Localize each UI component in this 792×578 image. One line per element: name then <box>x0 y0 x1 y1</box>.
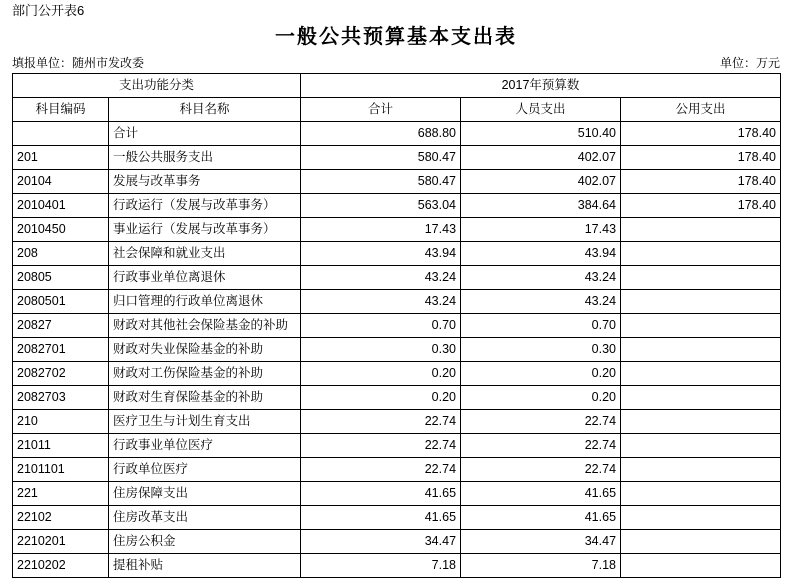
column-header-row <box>13 98 781 122</box>
cell-code: 2082703 <box>13 386 109 410</box>
table-row <box>13 362 781 386</box>
table-row <box>13 410 781 434</box>
cell-code: 2010401 <box>13 194 109 218</box>
cell-total: 22.74 <box>301 410 461 434</box>
cell-public <box>621 530 781 554</box>
cell-total: 0.20 <box>301 362 461 386</box>
table-head <box>13 74 781 122</box>
table-row <box>13 530 781 554</box>
table-row <box>13 458 781 482</box>
table-row <box>13 194 781 218</box>
cell-subject-name: 归口管理的行政单位离退休 <box>109 290 301 314</box>
page-title: 一般公共预算基本支出表 <box>275 26 517 48</box>
cell-subject-name: 行政运行（发展与改革事务） <box>109 194 301 218</box>
group-header-classification: 支出功能分类 <box>13 74 301 98</box>
cell-code: 221 <box>13 482 109 506</box>
cell-personnel: 0.30 <box>461 338 621 362</box>
cell-public <box>621 386 781 410</box>
table-row <box>13 482 781 506</box>
cell-public <box>621 554 781 578</box>
column-header-code: 科目编码 <box>13 98 109 122</box>
table-row <box>13 386 781 410</box>
cell-subject-name: 财政对其他社会保险基金的补助 <box>109 314 301 338</box>
cell-total: 563.04 <box>301 194 461 218</box>
cell-total: 0.30 <box>301 338 461 362</box>
cell-code: 20805 <box>13 266 109 290</box>
cell-personnel: 0.70 <box>461 314 621 338</box>
doc-label: 部门公开表6 <box>12 3 85 18</box>
cell-subject-name: 行政事业单位离退休 <box>109 266 301 290</box>
cell-subject-name: 合计 <box>109 122 301 146</box>
cell-public <box>621 506 781 530</box>
table-row <box>13 122 781 146</box>
cell-personnel: 510.40 <box>461 122 621 146</box>
group-header-budget-year: 2017年预算数 <box>301 74 781 98</box>
cell-personnel: 22.74 <box>461 434 621 458</box>
cell-code: 20104 <box>13 170 109 194</box>
cell-subject-name: 社会保障和就业支出 <box>109 242 301 266</box>
cell-personnel: 384.64 <box>461 194 621 218</box>
cell-code: 2210202 <box>13 554 109 578</box>
cell-public <box>621 482 781 506</box>
cell-total: 688.80 <box>301 122 461 146</box>
cell-code: 208 <box>13 242 109 266</box>
cell-subject-name: 住房保障支出 <box>109 482 301 506</box>
cell-subject-name: 住房公积金 <box>109 530 301 554</box>
cell-public <box>621 314 781 338</box>
table-row <box>13 290 781 314</box>
cell-personnel: 34.47 <box>461 530 621 554</box>
cell-total: 22.74 <box>301 434 461 458</box>
table-row <box>13 146 781 170</box>
cell-total: 43.24 <box>301 290 461 314</box>
table-row <box>13 338 781 362</box>
cell-code <box>13 122 109 146</box>
cell-code: 2082701 <box>13 338 109 362</box>
cell-total: 580.47 <box>301 170 461 194</box>
cell-total: 7.18 <box>301 554 461 578</box>
table-row <box>13 242 781 266</box>
reporting-unit: 填报单位：随州市发改委 <box>12 56 145 70</box>
cell-code: 22102 <box>13 506 109 530</box>
cell-total: 22.74 <box>301 458 461 482</box>
cell-personnel: 41.65 <box>461 482 621 506</box>
cell-personnel: 402.07 <box>461 146 621 170</box>
cell-subject-name: 行政单位医疗 <box>109 458 301 482</box>
cell-code: 2010450 <box>13 218 109 242</box>
cell-public <box>621 218 781 242</box>
column-header-public: 公用支出 <box>621 98 781 122</box>
meta-row <box>12 55 780 71</box>
table-row <box>13 218 781 242</box>
cell-subject-name: 医疗卫生与计划生育支出 <box>109 410 301 434</box>
cell-personnel: 43.94 <box>461 242 621 266</box>
cell-code: 201 <box>13 146 109 170</box>
table-row <box>13 434 781 458</box>
cell-personnel: 402.07 <box>461 170 621 194</box>
cell-public <box>621 338 781 362</box>
cell-public: 178.40 <box>621 170 781 194</box>
cell-code: 20827 <box>13 314 109 338</box>
cell-public <box>621 362 781 386</box>
cell-public: 178.40 <box>621 194 781 218</box>
cell-total: 41.65 <box>301 506 461 530</box>
cell-total: 0.20 <box>301 386 461 410</box>
column-header-name: 科目名称 <box>109 98 301 122</box>
cell-public: 178.40 <box>621 146 781 170</box>
cell-personnel: 0.20 <box>461 386 621 410</box>
cell-public <box>621 434 781 458</box>
amount-unit: 单位：万元 <box>719 56 780 70</box>
table-row <box>13 506 781 530</box>
cell-total: 43.24 <box>301 266 461 290</box>
cell-personnel: 43.24 <box>461 290 621 314</box>
cell-subject-name: 财政对失业保险基金的补助 <box>109 338 301 362</box>
cell-personnel: 17.43 <box>461 218 621 242</box>
table-row <box>13 266 781 290</box>
cell-public <box>621 410 781 434</box>
cell-subject-name: 行政事业单位医疗 <box>109 434 301 458</box>
cell-code: 210 <box>13 410 109 434</box>
cell-total: 580.47 <box>301 146 461 170</box>
cell-total: 34.47 <box>301 530 461 554</box>
cell-code: 21011 <box>13 434 109 458</box>
table-row <box>13 170 781 194</box>
cell-public <box>621 458 781 482</box>
column-header-personnel: 人员支出 <box>461 98 621 122</box>
cell-public <box>621 266 781 290</box>
cell-personnel: 0.20 <box>461 362 621 386</box>
cell-subject-name: 住房改革支出 <box>109 506 301 530</box>
cell-personnel: 22.74 <box>461 458 621 482</box>
cell-code: 2082702 <box>13 362 109 386</box>
cell-personnel: 43.24 <box>461 266 621 290</box>
cell-total: 17.43 <box>301 218 461 242</box>
cell-total: 41.65 <box>301 482 461 506</box>
cell-total: 43.94 <box>301 242 461 266</box>
cell-public <box>621 290 781 314</box>
table-body <box>13 122 781 578</box>
cell-total: 0.70 <box>301 314 461 338</box>
cell-code: 2101101 <box>13 458 109 482</box>
cell-code: 2080501 <box>13 290 109 314</box>
budget-table <box>12 73 781 578</box>
cell-subject-name: 事业运行（发展与改革事务） <box>109 218 301 242</box>
table-row <box>13 554 781 578</box>
cell-subject-name: 财政对生育保险基金的补助 <box>109 386 301 410</box>
cell-subject-name: 提租补贴 <box>109 554 301 578</box>
cell-public <box>621 242 781 266</box>
cell-code: 2210201 <box>13 530 109 554</box>
cell-personnel: 41.65 <box>461 506 621 530</box>
cell-personnel: 22.74 <box>461 410 621 434</box>
cell-subject-name: 财政对工伤保险基金的补助 <box>109 362 301 386</box>
cell-subject-name: 发展与改革事务 <box>109 170 301 194</box>
group-header-row <box>13 74 781 98</box>
table-row <box>13 314 781 338</box>
cell-subject-name: 一般公共服务支出 <box>109 146 301 170</box>
cell-personnel: 7.18 <box>461 554 621 578</box>
column-header-total: 合计 <box>301 98 461 122</box>
cell-public: 178.40 <box>621 122 781 146</box>
